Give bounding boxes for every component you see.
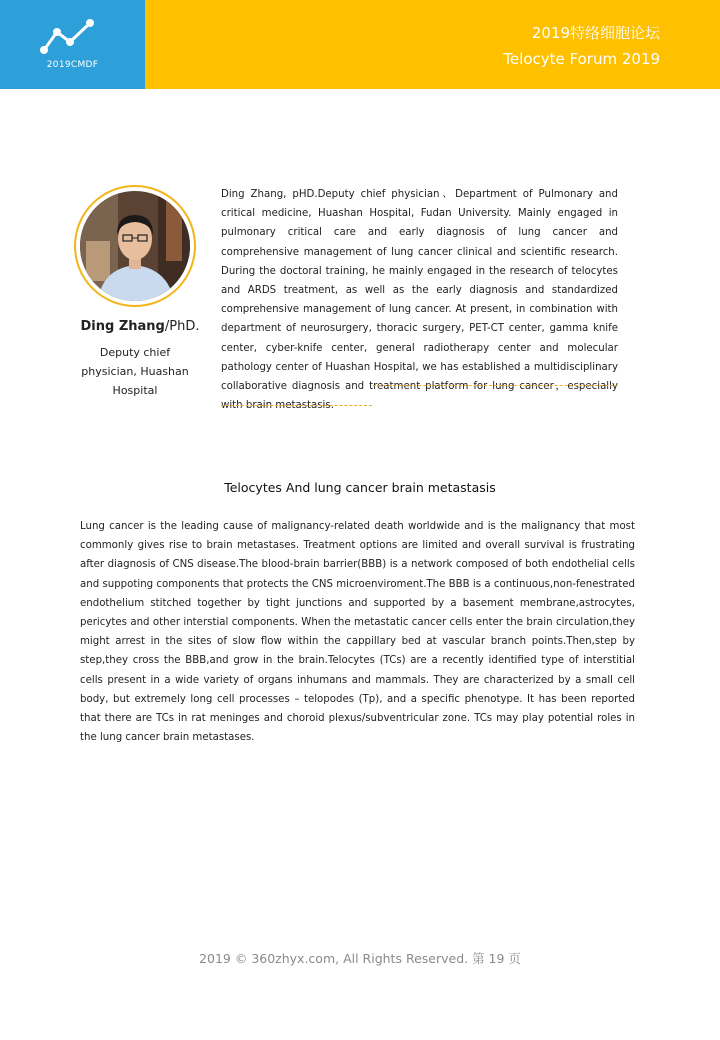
logo <box>0 0 145 89</box>
speaker-bio: Ding Zhang, pHD.Deputy chief physician、Department of Pulmonary and critical medicine, Huashan Hospital, Fudan University. Mainly engaged in pulmonary critical care and early diagnosis of lung cancer and comprehensive management of lung cancer clinical and scientific research. During the doctoral training, he mainly engaged in the research of telocytes and ARDS treatment, as well as the early diagnosis and standardized comprehensive management of lung cancer. At present, in combination with department of neurosurgery, thoracic surgery, PET-CT center, gamma knife center, cyber-knife center, general radiotherapy center and molecular pathology center of Huashan Hospital, we has established a multidisciplinary collaborative diagnosis and treatment platform for lung cancer，especially with brain metastasis. <box>221 189 618 412</box>
speaker-photo-frame <box>74 185 196 307</box>
line-chart-logo-icon <box>38 18 98 58</box>
speaker-name <box>70 319 210 334</box>
forum-title-en: Telocyte Forum 2019 <box>503 50 660 68</box>
talk-title: Telocytes And lung cancer brain metastasis <box>224 480 496 495</box>
talk-abstract: Lung cancer is the leading cause of malignancy-related death worldwide and is the malignancy that most commonly gives rise to brain metastases. Treatment options are limited and overall survival is frustrating after diagnosis of CNS disease.The blood-brain barrier(BBB) is a network composed of both endothelial cells and suppoting components that protects the CNS microenviroment.The BBB is a continuous,non-fenestrated endothelium stitched together by tight junctions and supported by a basement membrane,astrocytes, pericytes and other interstial components. When the metastatic cancer cells enter the brain circulation,they might arrest in the sites of slow flow within the cappillary bed at vascular branch points.Then,step by step,they cross the BBB,and grow in the brain.Telocytes (TCs) are a recently identified type of interstitial cells present in a wide variety of organs inhumans and mammals. They are characterized by a small cell body, but extremely long cell processes – telopodes (Tp), and a specific phenotype. It has been reported that there are TCs in rat meninges and choroid plexus/subventricular zone. TCs may play potential roles in the lung cancer brain metastases. <box>80 521 635 744</box>
speaker-title: Deputy chief physician, Huashan Hospital <box>81 346 189 397</box>
page-footer: 2019 © 360zhyx.com, All Rights Reserved. 第 19 页 <box>199 951 521 966</box>
speaker-photo <box>80 191 190 301</box>
logo-text: 2019CMDF <box>46 60 99 70</box>
forum-title-cn: 2019特络细胞论坛 <box>531 24 660 42</box>
bio-dashed-rule <box>373 385 618 386</box>
header-bar <box>0 0 720 89</box>
speaker-name-text: Ding Zhang <box>80 319 165 334</box>
bio-dashed-rule <box>221 405 372 406</box>
speaker-degree: /PhD. <box>164 319 200 334</box>
